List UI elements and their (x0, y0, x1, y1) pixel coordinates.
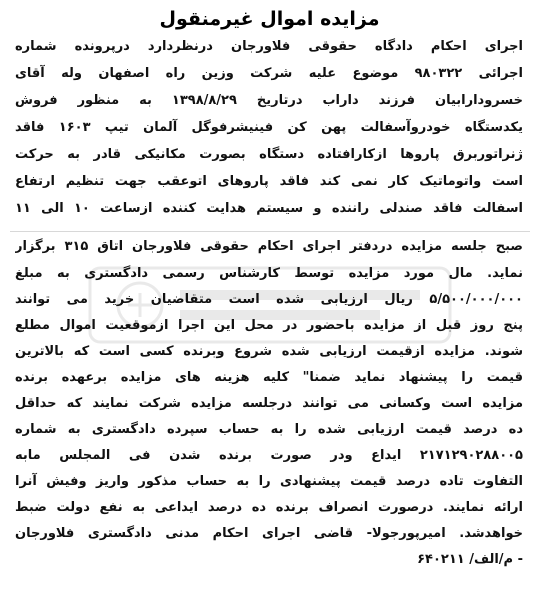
notice-line-15: ده درصد قیمت ارزیابی شده را به حساب سپرده دادگستری به شماره (15, 422, 523, 437)
notice-line-10: ۵/۵۰۰/۰۰۰/۰۰۰ ریال ارزیابی شده است متقاضیان خرید می توانند (15, 292, 523, 307)
notice-line-4: یکدستگاه خودروآسفالت پهن کن فینیشرفوگل آلمان تیپ ۱۶۰۳ فاقد (15, 120, 523, 135)
notice-line-2: اجرائی ۹۸۰۳۲۲ موضوع علیه شرکت وزین راه اصفهان وله آقای (15, 66, 523, 81)
notice-reference-number: - م/الف/ ۶۴۰۲۱۱ (417, 552, 523, 567)
section-divider (10, 231, 530, 232)
notice-line-17: التفاوت تاده درصد قیمت پیشنهادی را به حساب مذکور واریز وفیش آنرا (15, 474, 523, 489)
notice-line-12: شوند. مزایده ازقیمت ارزیابی شده شروع وبرنده کسی است که بالاترین (15, 344, 523, 359)
notice-line-9: نماید. مال مورد مزایده توسط کارشناس رسمی دادگستری به مبلغ (15, 266, 523, 281)
notice-line-13: قیمت را پیشنهاد نماید ضمنا" کلیه هزینه های مزایده برعهده برنده (15, 370, 523, 385)
notice-title: مزایده اموال غیرمنقول (159, 8, 380, 30)
notice-line-18: ارائه نمایند. درصورت انصراف برنده ده درصد ایداعی به نفع دولت ضبط (15, 500, 523, 515)
notice-line-19: خواهدشد. امیرپورجولا- قاضی اجرای احکام مدنی دادگستری فلاورجان (15, 526, 523, 541)
notice-line-3: خسرودارابیان فرزند داراب درتاریخ ۱۳۹۸/۸/۲۹ به منظور فروش (15, 93, 523, 108)
notice-line-14: مزایده است وکسانی می توانند درجلسه مزایده شرکت نمایند که حداقل (15, 396, 523, 411)
notice-line-1: اجرای احکام دادگاه حقوقی فلاورجان درنظردارد درپرونده شماره (15, 39, 523, 54)
notice-line-11: پنج روز قبل از مزایده باحضور در محل این اجرا ازموقعیت اموال مطلع (15, 318, 523, 333)
notice-line-8: صبح جلسه مزایده دردفتر اجرای احکام حقوقی فلاورجان اتاق ۳۱۵ برگزار (15, 239, 523, 254)
notice-line-6: است واتوماتیک کار نمی کند فاقد پاروهای اتوعقب جهت تنظیم ارتفاع (15, 174, 523, 189)
notice-line-16: ۲۱۷۱۲۹۰۲۸۸۰۰۵ ایداع ودر صورت برنده شدن فی المجلس مابه (15, 448, 523, 463)
notice-line-5: ژنراتوربرق پاروها ازکارافتاده دستگاه بصورت مکانیکی قادر به حرکت (15, 147, 523, 162)
notice-line-7: اسفالت فاقد صندلی راننده و سیستم هدایت کننده ازساعت ۱۰ الی ۱۱ (15, 201, 523, 216)
